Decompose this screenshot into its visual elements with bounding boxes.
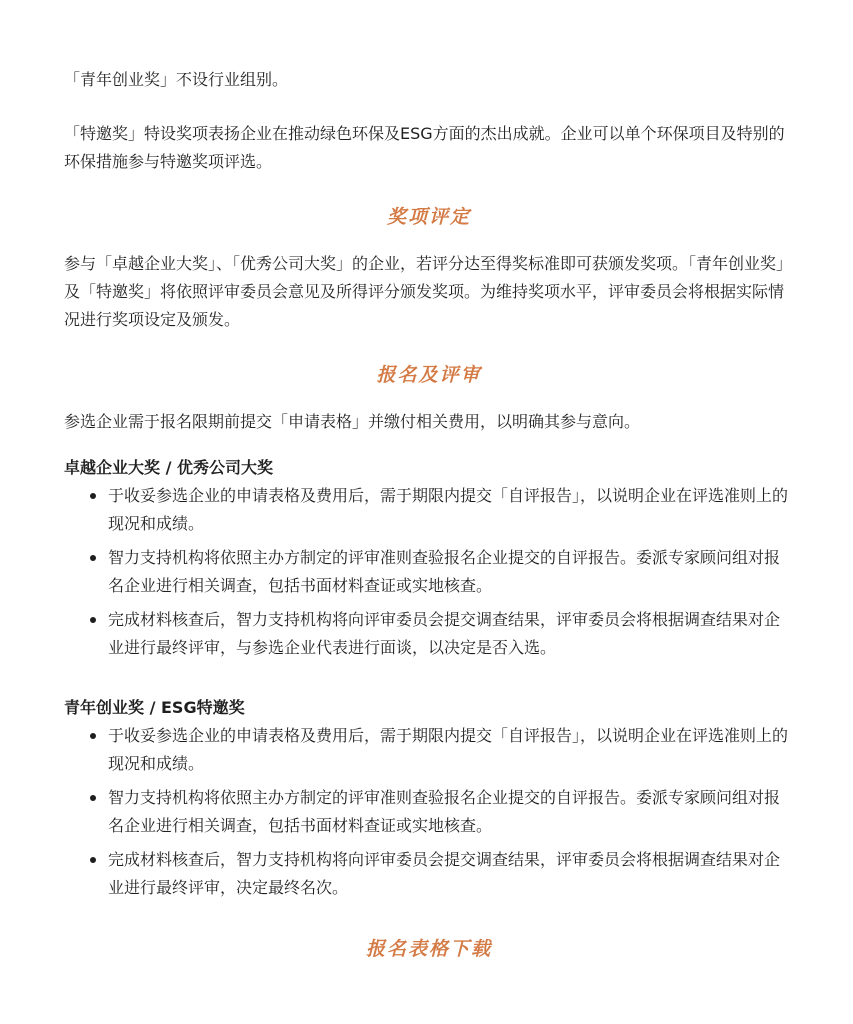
list-item: 智力支持机构将依照主办方制定的评审准则查验报名企业提交的自评报告。委派专家顾问组对报名企业进行相关调查，包括书面材料查证或实地核查。 bbox=[64, 544, 794, 600]
section-title-form-download[interactable]: 报名表格下载 bbox=[365, 938, 492, 960]
bullet-icon bbox=[90, 555, 96, 561]
bullet-icon bbox=[90, 493, 96, 499]
bullet-icon bbox=[90, 733, 96, 739]
list-item: 完成材料核查后，智力支持机构将向评审委员会提交调查结果，评审委员会将根据调查结果对企业进行最终评审，决定最终名次。 bbox=[64, 846, 794, 902]
section-title-registration: 报名及评审 bbox=[376, 364, 482, 386]
section-title-award-assessment: 奖项评定 bbox=[386, 206, 471, 228]
group-heading-excellence-awards: 卓越企业大奖 / 优秀公司大奖 bbox=[64, 458, 273, 477]
bullet-icon bbox=[90, 795, 96, 801]
bullet-icon bbox=[90, 617, 96, 623]
registration-body: 参选企业需于报名限期前提交「申请表格」并缴付相关费用，以明确其参与意向。 bbox=[64, 412, 641, 431]
group-heading-youth-esg-awards: 青年创业奖 / ESG特邀奖 bbox=[64, 698, 245, 717]
list-item: 于收妥参选企业的申请表格及费用后，需于期限内提交「自评报告」，以说明企业在评选准则上的现况和成绩。 bbox=[64, 482, 794, 538]
list-item: 于收妥参选企业的申请表格及费用后，需于期限内提交「自评报告」，以说明企业在评选准则上的现况和成绩。 bbox=[64, 722, 794, 778]
award-assessment-body: 参与「卓越企业大奖」、「优秀公司大奖」的企业，若评分达至得奖标准即可获颁发奖项。「青年创业奖」及「特邀奖」将依照评审委员会意见及所得评分颁发奖项。为维持奖项水平，评审委员会将根据实际情况进行奖项设定及颁发。 bbox=[64, 254, 793, 329]
intro-paragraph-special-award: 「特邀奖」特设奖项表扬企业在推动绿色环保及ESG方面的杰出成就。企业可以单个环保项目及特别的环保措施参与特邀奖项评选。 bbox=[64, 124, 785, 171]
bullet-icon bbox=[90, 857, 96, 863]
bullet-list-youth-esg-awards bbox=[64, 722, 794, 902]
document-page bbox=[64, 66, 794, 964]
list-item: 完成材料核查后，智力支持机构将向评审委员会提交调查结果，评审委员会将根据调查结果对企业进行最终评审，与参选企业代表进行面谈，以决定是否入选。 bbox=[64, 606, 794, 662]
intro-paragraph-youth-award: 「青年创业奖」不设行业组别。 bbox=[64, 70, 289, 89]
bullet-list-excellence-awards bbox=[64, 482, 794, 662]
list-item: 智力支持机构将依照主办方制定的评审准则查验报名企业提交的自评报告。委派专家顾问组对报名企业进行相关调查，包括书面材料查证或实地核查。 bbox=[64, 784, 794, 840]
